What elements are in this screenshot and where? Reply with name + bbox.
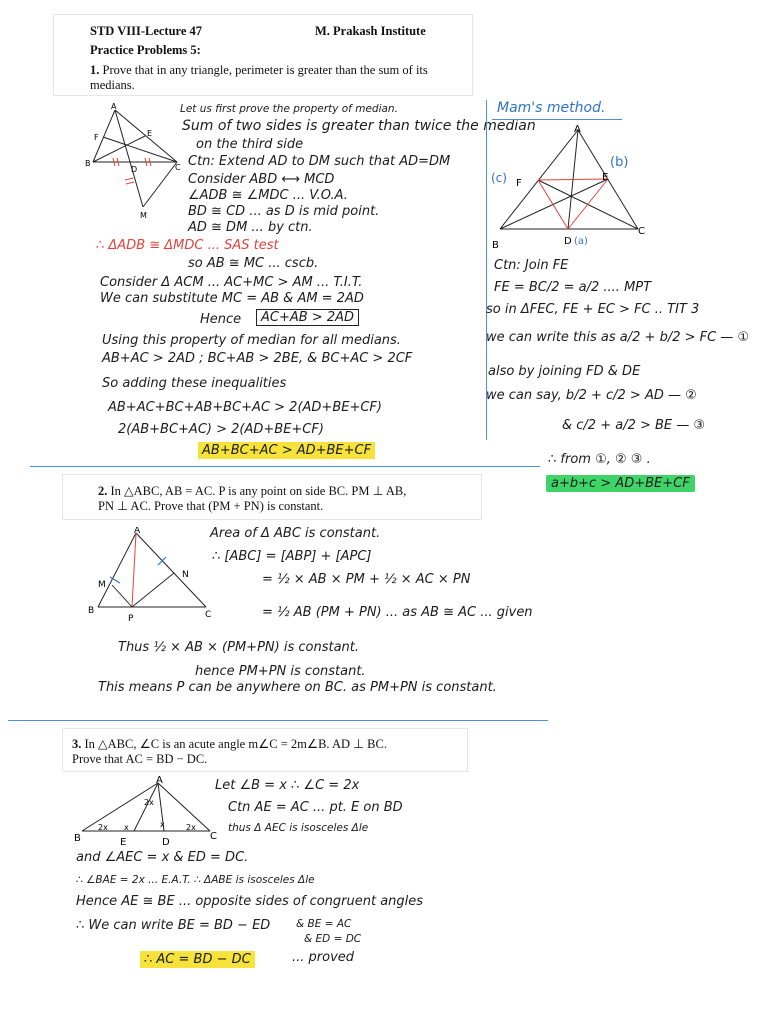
problem1-left-figure <box>85 102 185 227</box>
mam-note-tit: so in ΔFEC, FE + EC > FC .. TIT 3 <box>486 302 700 317</box>
p1-note-midpoint: BD ≅ CD ... as D is mid point. <box>188 204 380 219</box>
fig1r-label-c: C <box>638 226 645 237</box>
p1-note-result-boxed: AC+AB > 2AD <box>256 310 359 325</box>
fig2-label-p: P <box>128 614 134 623</box>
mam-method-underline <box>492 119 622 120</box>
header-course: STD VIII-Lecture 47 <box>90 24 203 38</box>
p2-note-thus: Thus ½ × AB × (PM+PN) is constant. <box>118 640 360 655</box>
p1-note-sas: ∴ ΔADB ≅ ΔMDC ... SAS test <box>96 238 279 253</box>
p1-note-ctn: Ctn: Extend AD to DM such that AD=DM <box>188 154 451 169</box>
fig3-label-e: E <box>120 837 127 845</box>
p1-note-voa: ∠ADB ≅ ∠MDC ... V.O.A. <box>188 188 348 203</box>
fig2-label-n: N <box>182 570 189 580</box>
fig3-angle-e: x <box>124 823 129 832</box>
p3-note-hence: Hence AE ≅ BE ... opposite sides of congruent angles <box>76 894 424 909</box>
p1-note-conclusion: AB+BC+AC > AD+BE+CF <box>198 443 375 458</box>
fig3-label-d: D <box>162 837 170 845</box>
mam-note-mpt: FE = BC/2 = a/2 .... MPT <box>494 280 652 295</box>
fig3-angle-c: 2x <box>186 823 196 832</box>
problem3-statement-line2: Prove that AC = BD − DC. <box>72 752 208 766</box>
fig3-label-b: B <box>74 833 81 844</box>
fig1r-label-b: B <box>492 240 499 251</box>
problem2-figure <box>88 527 218 623</box>
fig2-label-m: M <box>98 580 106 590</box>
fig1r-label-f: F <box>516 178 522 189</box>
fig1-label-c: C <box>175 163 181 172</box>
mam-method-title: Mam's method. <box>497 100 606 116</box>
p1-note-acm: Consider Δ ACM ... AC+MC > AM ... T.I.T. <box>100 275 363 290</box>
fig1-label-f: F <box>94 133 99 142</box>
p1-note-intro: Let us first prove the property of median. <box>180 103 398 115</box>
problem2-statement-line2: PN ⊥ AC. Prove that (PM + PN) is constant. <box>98 499 324 513</box>
fig3-angle-a: 2x <box>144 798 154 807</box>
fig3-label-a: A <box>156 775 163 786</box>
p1-note-substitute: We can substitute MC = AB & AM = 2AD <box>100 291 364 306</box>
p1-note-factor: 2(AB+BC+AC) > 2(AD+BE+CF) <box>118 422 324 437</box>
problem2-text-1: In △ABC, AB = AC. P is any point on side BC. PM ⊥ AB, <box>110 484 407 498</box>
separator-2 <box>8 720 548 721</box>
problem2-number: 2. <box>98 484 108 498</box>
p2-note-meaning: This means P can be anywhere on BC. as PM+PN is constant. <box>98 680 497 695</box>
fig1r-label-e: E <box>602 172 609 183</box>
header-institute: M. Prakash Institute <box>315 24 426 38</box>
p1-note-third-side: on the third side <box>196 137 304 152</box>
fig1r-label-a-side: (a) <box>574 236 588 247</box>
fig1-label-b: B <box>85 159 91 168</box>
fig1r-label-a: A <box>574 124 581 135</box>
p1-note-hence: Hence <box>200 312 242 327</box>
problem3-figure <box>74 775 224 845</box>
problem1-statement <box>90 63 460 93</box>
p2-note-expand: = ½ × AB × PM + ½ × AC × PN <box>262 572 471 587</box>
p3-note-isosceles: thus Δ AEC is isosceles Δle <box>228 822 369 834</box>
problem2-statement-line1 <box>98 484 406 499</box>
fig3-label-c: C <box>210 831 217 842</box>
p3-note-conclusion: ∴ AC = BD − DC <box>140 952 255 967</box>
fig2-label-b: B <box>88 606 95 616</box>
mam-note-from: ∴ from ①, ② ③ . <box>548 452 651 467</box>
p1-note-consider: Consider ABD ⟷ MCD <box>188 172 335 187</box>
problem1-text: Prove that in any triangle, perimeter is greater than the sum of its medians. <box>90 63 428 92</box>
p3-note-let: Let ∠B = x ∴ ∠C = 2x <box>215 778 360 793</box>
p3-note-ed-dc: & ED = DC <box>304 933 362 945</box>
p3-note-proved: ... proved <box>292 950 355 965</box>
mam-note-ctn: Ctn: Join FE <box>494 258 569 273</box>
fig1-label-e: E <box>147 129 153 138</box>
p3-note-eat: ∴ ∠BAE = 2x ... E.A.T. ∴ ΔABE is isosceles Δle <box>76 874 315 886</box>
p1-note-sum: AB+AC+BC+AB+BC+AC > 2(AD+BE+CF) <box>108 400 382 415</box>
p1-note-all-medians: Using this property of median for all medians. <box>102 333 401 348</box>
p1-note-byctn: AD ≅ DM ... by ctn. <box>188 220 313 235</box>
fig1-label-m: M <box>140 211 147 220</box>
fig1-label-d: D <box>131 165 138 174</box>
mam-note-eq3: & c/2 + a/2 > BE — ③ <box>562 418 706 433</box>
problem3-number: 3. <box>72 737 82 751</box>
fig3-angle-b: 2x <box>98 823 108 832</box>
p1-note-adding: So adding these inequalities <box>102 376 287 391</box>
p3-note-ctn: Ctn AE = AC ... pt. E on BD <box>228 800 403 815</box>
p2-note-factor: = ½ AB (PM + PN) ... as AB ≅ AC ... given <box>262 605 533 620</box>
section-title: Practice Problems 5: <box>90 43 201 57</box>
p2-note-split: ∴ [ABC] = [ABP] + [APC] <box>212 549 372 564</box>
fig1-label-a: A <box>111 102 117 111</box>
p2-note-area: Area of Δ ABC is constant. <box>210 526 381 541</box>
p1-note-cscb: so AB ≅ MC ... cscb. <box>188 256 319 271</box>
mam-note-join: also by joining FD & DE <box>488 364 641 379</box>
p1-note-three-ineq: AB+AC > 2AD ; BC+AB > 2BE, & BC+AC > 2CF <box>102 351 413 366</box>
mam-note-eq1: we can write this as a/2 + b/2 > FC — ① <box>486 330 750 345</box>
fig2-label-c: C <box>205 610 212 620</box>
problem3-text-1: In △ABC, ∠C is an acute angle m∠C = 2m∠B. AD ⊥ BC. <box>84 737 387 751</box>
fig1r-label-b-side: (b) <box>610 155 629 170</box>
fig3-angle-d: x <box>160 820 165 829</box>
problem1-right-figure <box>488 124 653 254</box>
p3-note-write: ∴ We can write BE = BD − ED <box>76 918 271 933</box>
problem1-number: 1. <box>90 63 100 77</box>
mam-note-eq2: we can say, b/2 + c/2 > AD — ② <box>486 388 697 403</box>
mam-note-conclusion: a+b+c > AD+BE+CF <box>546 476 695 491</box>
p3-note-be-ac: & BE = AC <box>296 918 352 930</box>
p1-note-property: Sum of two sides is greater than twice the median <box>182 118 536 134</box>
fig2-label-a: A <box>134 527 141 536</box>
fig1r-label-d: D <box>564 236 572 247</box>
separator-1 <box>30 466 540 467</box>
fig1r-label-c-side: (c) <box>491 171 507 185</box>
problem3-statement-line1 <box>72 737 387 752</box>
p2-note-hence: hence PM+PN is constant. <box>195 664 366 679</box>
p3-note-angle-aec: and ∠AEC = x & ED = DC. <box>76 850 249 865</box>
